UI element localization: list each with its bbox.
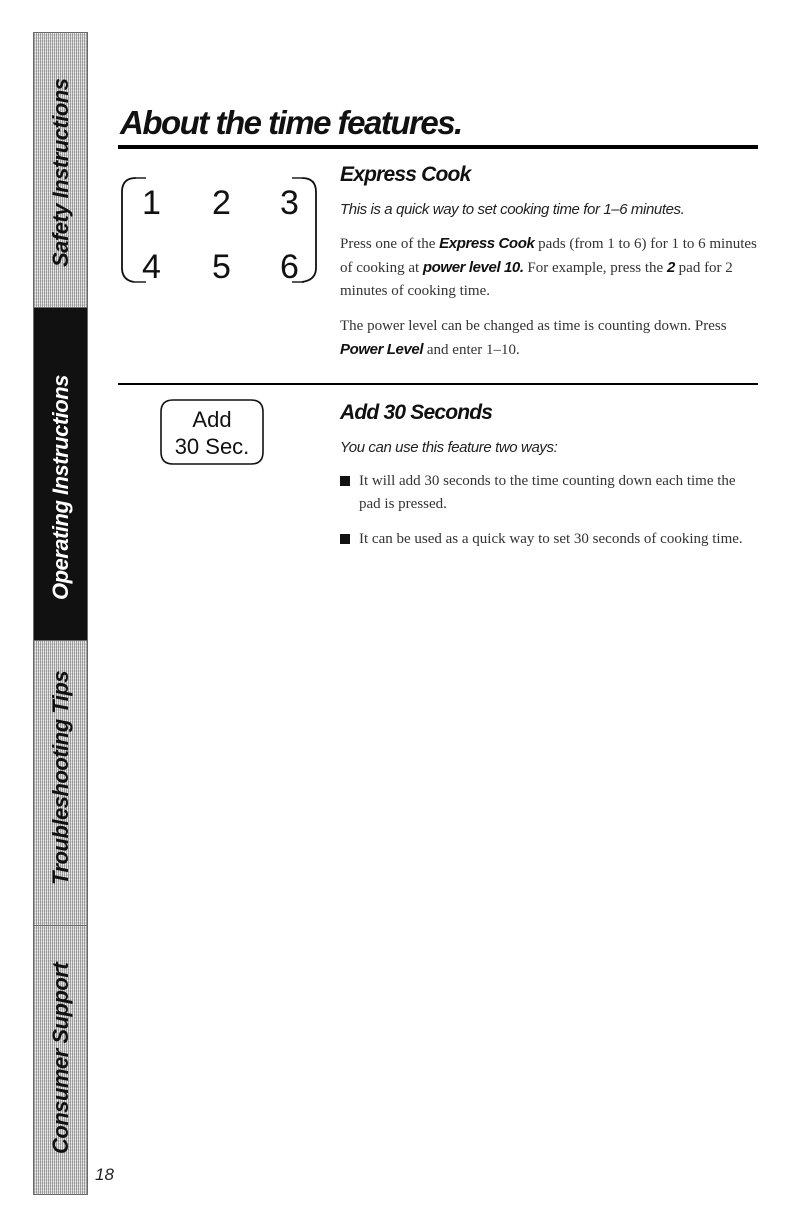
tab-consumer-support[interactable] bbox=[34, 926, 87, 1194]
tab-label: Operating Instructions bbox=[47, 375, 73, 600]
add-30-bullet-list bbox=[340, 470, 760, 551]
keypad-digit-2: 2 bbox=[212, 184, 231, 222]
tab-operating-instructions[interactable] bbox=[34, 308, 87, 641]
emphasis-pad-2: 2 bbox=[666, 259, 675, 276]
add-30-pad-line-2: 30 Sec. bbox=[174, 434, 250, 459]
text-run: pads (from 1 to 6) for 1 to 6 minutes of cooking at bbox=[340, 236, 757, 276]
title-rule bbox=[118, 145, 758, 149]
keypad-digit-4: 4 bbox=[142, 248, 161, 286]
tab-label: Troubleshooting Tips bbox=[47, 670, 73, 885]
keypad-digit-5: 5 bbox=[212, 248, 231, 286]
section-divider bbox=[118, 383, 758, 385]
text-run: Press one of the bbox=[340, 236, 440, 252]
bullet-text: It will add 30 seconds to the time counting down each time the pad is pressed. bbox=[359, 473, 736, 512]
tab-troubleshooting-tips[interactable] bbox=[34, 641, 87, 926]
emphasis-express-cook: Express Cook bbox=[439, 235, 535, 252]
page-title: About the time features. bbox=[120, 104, 462, 141]
keypad-digit-1: 1 bbox=[142, 184, 161, 222]
express-cook-paragraph-1 bbox=[340, 232, 760, 303]
page-number: 18 bbox=[95, 1165, 114, 1184]
keypad-digit-6: 6 bbox=[280, 248, 299, 286]
express-cook-subtitle: This is a quick way to set cooking time for 1–6 minutes. bbox=[340, 201, 685, 218]
tab-safety-instructions[interactable] bbox=[34, 33, 87, 308]
emphasis-power-level-10: power level 10. bbox=[422, 259, 524, 276]
bullet-square-icon bbox=[340, 476, 350, 486]
add-30-sec-pad bbox=[159, 398, 265, 466]
text-run: pad for 2 minutes of cooking time. bbox=[340, 260, 733, 299]
bullet-text: It can be used as a quick way to set 30 seconds of cooking time. bbox=[359, 531, 743, 547]
tab-label: Consumer Support bbox=[47, 962, 73, 1154]
add-30-seconds-section bbox=[340, 400, 760, 563]
express-cook-paragraph-2 bbox=[340, 315, 760, 362]
bullet-square-icon bbox=[340, 534, 350, 544]
keypad-digit-3: 3 bbox=[280, 184, 299, 222]
tab-label: Safety Instructions bbox=[47, 78, 73, 267]
text-run: For example, press the bbox=[523, 260, 667, 276]
add-30-seconds-subtitle: You can use this feature two ways: bbox=[340, 439, 558, 456]
express-cook-section bbox=[340, 162, 760, 362]
emphasis-power-level: Power Level bbox=[340, 341, 424, 358]
express-cook-heading: Express Cook bbox=[340, 163, 471, 186]
express-cook-keypad bbox=[120, 168, 318, 294]
add-30-pad-line-1: Add bbox=[192, 407, 232, 432]
list-item bbox=[340, 528, 760, 551]
list-item bbox=[340, 470, 760, 516]
text-run: and enter 1–10. bbox=[423, 342, 520, 358]
add-30-seconds-heading: Add 30 Seconds bbox=[340, 401, 493, 424]
text-run: The power level can be changed as time is counting down. Press bbox=[340, 318, 727, 334]
side-tab-strip bbox=[33, 32, 88, 1195]
